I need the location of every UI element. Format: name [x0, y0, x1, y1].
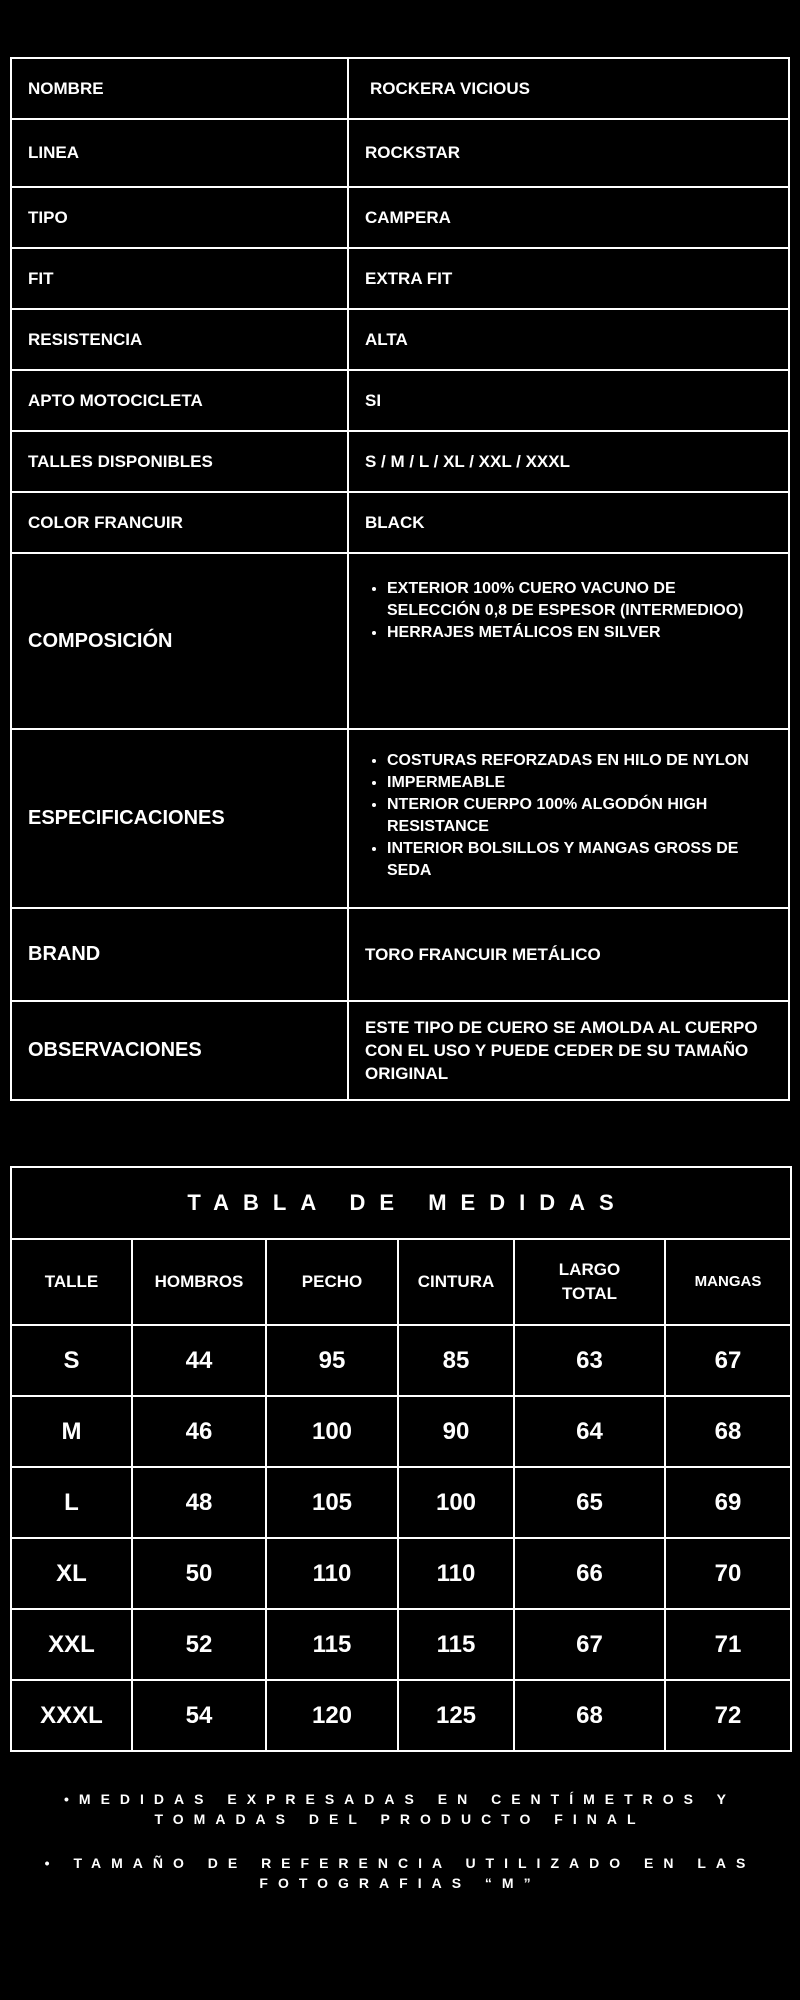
size-cell: 68 — [514, 1680, 665, 1751]
size-cell: 67 — [514, 1609, 665, 1680]
size-cell: 100 — [266, 1396, 398, 1467]
size-cell: 95 — [266, 1325, 398, 1396]
spec-row-apto-motocicleta — [11, 370, 789, 431]
size-cell: 64 — [514, 1396, 665, 1467]
size-cell: L — [11, 1467, 132, 1538]
composicion-list — [365, 578, 772, 644]
size-cell: 115 — [398, 1609, 514, 1680]
spec-row-talles — [11, 431, 789, 492]
spec-value: BLACK — [348, 492, 789, 553]
spec-label: APTO MOTOCICLETA — [11, 370, 348, 431]
spec-label: FIT — [11, 248, 348, 309]
size-cell: 100 — [398, 1467, 514, 1538]
spec-row-linea — [11, 119, 789, 187]
size-cell: 120 — [266, 1680, 398, 1751]
spec-value: ALTA — [348, 309, 789, 370]
list-item: • HERRAJES METÁLICOS EN SILVER — [387, 622, 772, 644]
reference-size-note: • TAMAÑO DE REFERENCIA UTILIZADO EN LAS FOTOGRAFIAS “M” — [44, 1855, 756, 1891]
spec-row-fit — [11, 248, 789, 309]
size-cell: 70 — [665, 1538, 791, 1609]
especificaciones-list — [365, 750, 772, 882]
size-cell: 110 — [266, 1538, 398, 1609]
table-row — [11, 1538, 791, 1609]
table-row — [11, 1325, 791, 1396]
spec-value: ROCKERA VICIOUS — [348, 58, 789, 119]
size-cell: 125 — [398, 1680, 514, 1751]
table-row — [11, 1396, 791, 1467]
product-spec-table — [10, 57, 790, 1101]
spec-label: TALLES DISPONIBLES — [11, 431, 348, 492]
size-cell: 65 — [514, 1467, 665, 1538]
size-chart-table — [10, 1166, 792, 1752]
spec-label: BRAND — [11, 908, 348, 1001]
spec-label: TIPO — [11, 187, 348, 248]
list-item: • IMPERMEABLE — [387, 772, 772, 794]
size-cell: 90 — [398, 1396, 514, 1467]
table-row — [11, 1609, 791, 1680]
measurement-note: •MEDIDAS EXPRESADAS EN CENTÍMETROS Y TOMADAS DEL PRODUCTO FINAL — [64, 1791, 736, 1827]
size-cell: 85 — [398, 1325, 514, 1396]
spec-value: S / M / L / XL / XXL / XXXL — [348, 431, 789, 492]
composicion-list-cell — [348, 553, 789, 729]
spec-row-color — [11, 492, 789, 553]
spec-label: RESISTENCIA — [11, 309, 348, 370]
size-cell: M — [11, 1396, 132, 1467]
spec-row-composicion — [11, 553, 789, 729]
list-item: • NTERIOR CUERPO 100% ALGODÓN HIGH RESISTANCE — [387, 794, 772, 838]
spec-label: NOMBRE — [11, 58, 348, 119]
size-cell: XL — [11, 1538, 132, 1609]
spec-label: COMPOSICIÓN — [11, 553, 348, 729]
size-cell: 69 — [665, 1467, 791, 1538]
size-cell: XXL — [11, 1609, 132, 1680]
column-header: LARGO TOTAL — [514, 1239, 665, 1325]
column-header: PECHO — [266, 1239, 398, 1325]
spec-row-especificaciones — [11, 729, 789, 908]
size-cell: 115 — [266, 1609, 398, 1680]
spec-row-brand — [11, 908, 789, 1001]
spec-label: ESPECIFICACIONES — [11, 729, 348, 908]
table-row — [11, 1680, 791, 1751]
size-cell: XXXL — [11, 1680, 132, 1751]
especificaciones-list-cell — [348, 729, 789, 908]
spec-value: ROCKSTAR — [348, 119, 789, 187]
list-item: • COSTURAS REFORZADAS EN HILO DE NYLON — [387, 750, 772, 772]
size-cell: 105 — [266, 1467, 398, 1538]
spec-value: ESTE TIPO DE CUERO SE AMOLDA AL CUERPO CON EL USO Y PUEDE CEDER DE SU TAMAÑO ORIGINAL — [348, 1001, 789, 1100]
size-cell: 44 — [132, 1325, 266, 1396]
size-chart-title: TABLA DE MEDIDAS — [11, 1167, 791, 1239]
column-header: MANGAS — [665, 1239, 791, 1325]
size-cell: 68 — [665, 1396, 791, 1467]
size-cell: 110 — [398, 1538, 514, 1609]
spec-value: CAMPERA — [348, 187, 789, 248]
size-cell: 72 — [665, 1680, 791, 1751]
spec-row-nombre — [11, 58, 789, 119]
spec-label: OBSERVACIONES — [11, 1001, 348, 1100]
size-chart-header — [11, 1239, 791, 1325]
column-header: HOMBROS — [132, 1239, 266, 1325]
size-cell: 63 — [514, 1325, 665, 1396]
size-cell: 50 — [132, 1538, 266, 1609]
size-cell: 48 — [132, 1467, 266, 1538]
spec-row-observaciones — [11, 1001, 789, 1100]
size-cell: 52 — [132, 1609, 266, 1680]
list-item: • INTERIOR BOLSILLOS Y MANGAS GROSS DE SEDA — [387, 838, 772, 882]
spec-label: LINEA — [11, 119, 348, 187]
size-cell: 67 — [665, 1325, 791, 1396]
column-header: TALLE — [11, 1239, 132, 1325]
spec-value: EXTRA FIT — [348, 248, 789, 309]
spec-row-resistencia — [11, 309, 789, 370]
list-item: • EXTERIOR 100% CUERO VACUNO DE SELECCIÓN 0,8 DE ESPESOR (INTERMEDIOO) — [387, 578, 772, 622]
size-cell: 46 — [132, 1396, 266, 1467]
spec-row-tipo — [11, 187, 789, 248]
column-header: CINTURA — [398, 1239, 514, 1325]
spec-value: SI — [348, 370, 789, 431]
size-cell: 66 — [514, 1538, 665, 1609]
spec-value: TORO FRANCUIR METÁLICO — [348, 908, 789, 1001]
size-cell: 71 — [665, 1609, 791, 1680]
table-row — [11, 1467, 791, 1538]
size-cell: S — [11, 1325, 132, 1396]
size-cell: 54 — [132, 1680, 266, 1751]
spec-label: COLOR FRANCUIR — [11, 492, 348, 553]
